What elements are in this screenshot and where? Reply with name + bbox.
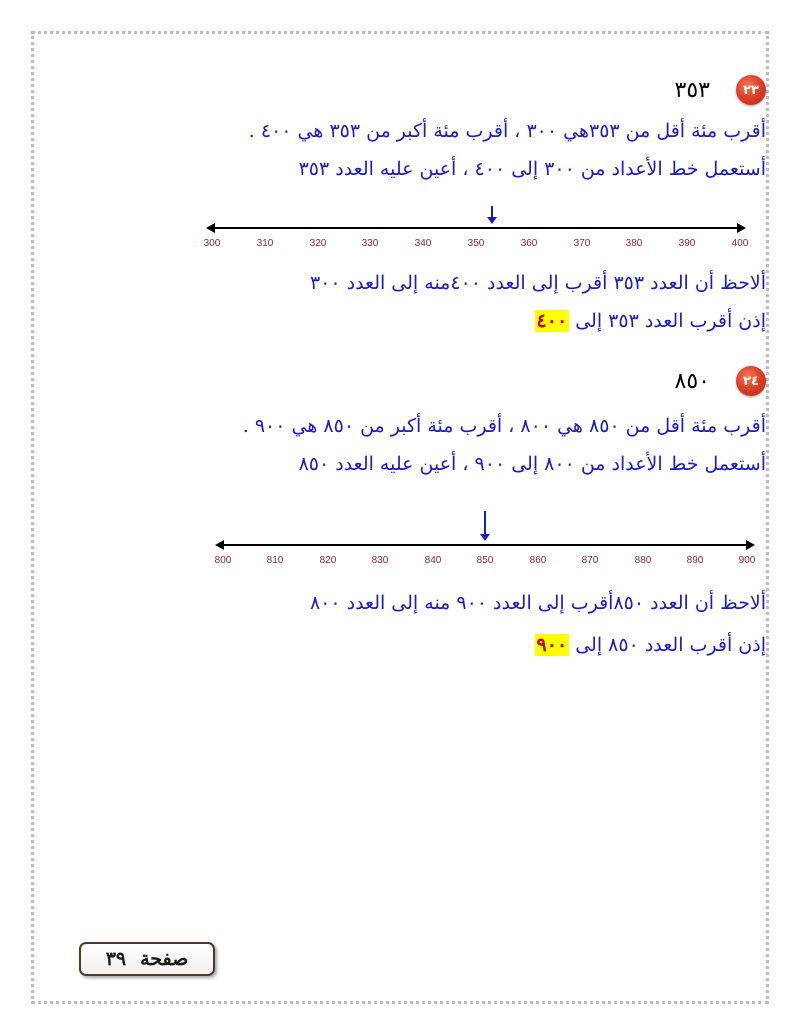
number-line-instruction: أستعمل خط الأعداد من ٨٠٠ إلى ٩٠٠ ، أعين عليه العدد ٨٥٠: [298, 453, 766, 475]
tick-label: 810: [266, 555, 284, 566]
problem-23: [60, 68, 766, 188]
tick-label: 830: [371, 555, 389, 566]
nearest-hundreds-text: أقرب مئة أقل من ٣٥٣هي ٣٠٠ ، أقرب مئة أكبر من ٣٥٣ هي ٤٠٠ .: [248, 120, 766, 142]
problem-number-badge: ٢٣: [736, 75, 766, 105]
tick-label: 390: [678, 238, 696, 249]
tick-label: 400: [731, 238, 749, 249]
arrow-left-icon: [215, 540, 224, 550]
target-number: ٣٥٣: [674, 77, 710, 103]
comparison-text: ألاحظ أن العدد ٨٥٠أقرب إلى العدد ٩٠٠ منه إلى العدد ٨٠٠: [309, 592, 766, 614]
page-number: ٣٩: [105, 948, 127, 970]
tick-label: 370: [573, 238, 591, 249]
arrow-right-icon: [746, 540, 755, 550]
problem-header: [60, 68, 766, 112]
number-line-300-400: [203, 214, 749, 254]
tick-label: 900: [738, 555, 756, 566]
rounding-result: إذن أقرب العدد ٨٥٠ إلى ٩٠٠: [536, 634, 766, 656]
page-word: صفحة: [140, 948, 189, 970]
rounding-result: إذن أقرب العدد ٣٥٣ إلى ٤٠٠: [536, 310, 766, 332]
target-number: ٨٥٠: [674, 368, 710, 394]
number-line-800-900: [215, 531, 755, 571]
problem-header: [60, 359, 766, 403]
arrow-left-icon: [206, 223, 215, 233]
tick-label: 870: [581, 555, 599, 566]
answer-highlight: ٩٠٠: [536, 634, 568, 656]
comparison-text: ألاحظ أن العدد ٣٥٣ أقرب إلى العدد ٤٠٠منه إلى العدد ٣٠٠: [309, 272, 766, 294]
answer-highlight: ٤٠٠: [536, 310, 568, 332]
nearest-hundreds-text: أقرب مئة أقل من ٨٥٠ هي ٨٠٠ ، أقرب مئة أكبر من ٨٥٠ هي ٩٠٠ .: [242, 415, 766, 437]
number-line-track: [219, 544, 751, 546]
tick-label: 890: [686, 555, 704, 566]
tick-label: 310: [256, 238, 274, 249]
tick-label: 350: [467, 238, 485, 249]
tick-label: 300: [203, 238, 221, 249]
tick-label: 860: [529, 555, 547, 566]
tick-label: 840: [424, 555, 442, 566]
tick-label: 360: [520, 238, 538, 249]
arrow-right-icon: [737, 223, 746, 233]
problem-24-conclusion: [60, 584, 766, 664]
number-line-instruction: أستعمل خط الأعداد من ٣٠٠ إلى ٤٠٠ ، أعين عليه العدد ٣٥٣: [298, 158, 766, 180]
tick-label: 820: [319, 555, 337, 566]
tick-label: 800: [214, 555, 232, 566]
tick-label: 340: [414, 238, 432, 249]
tick-label: 330: [361, 238, 379, 249]
problem-number-badge: ٢٤: [736, 366, 766, 396]
tick-label: 880: [634, 555, 652, 566]
page-number-label: [79, 942, 215, 976]
tick-label: 850: [476, 555, 494, 566]
problem-24: [60, 359, 766, 483]
tick-label: 320: [309, 238, 327, 249]
problem-23-conclusion: [60, 264, 766, 340]
tick-label: 380: [625, 238, 643, 249]
number-line-track: [210, 227, 742, 229]
